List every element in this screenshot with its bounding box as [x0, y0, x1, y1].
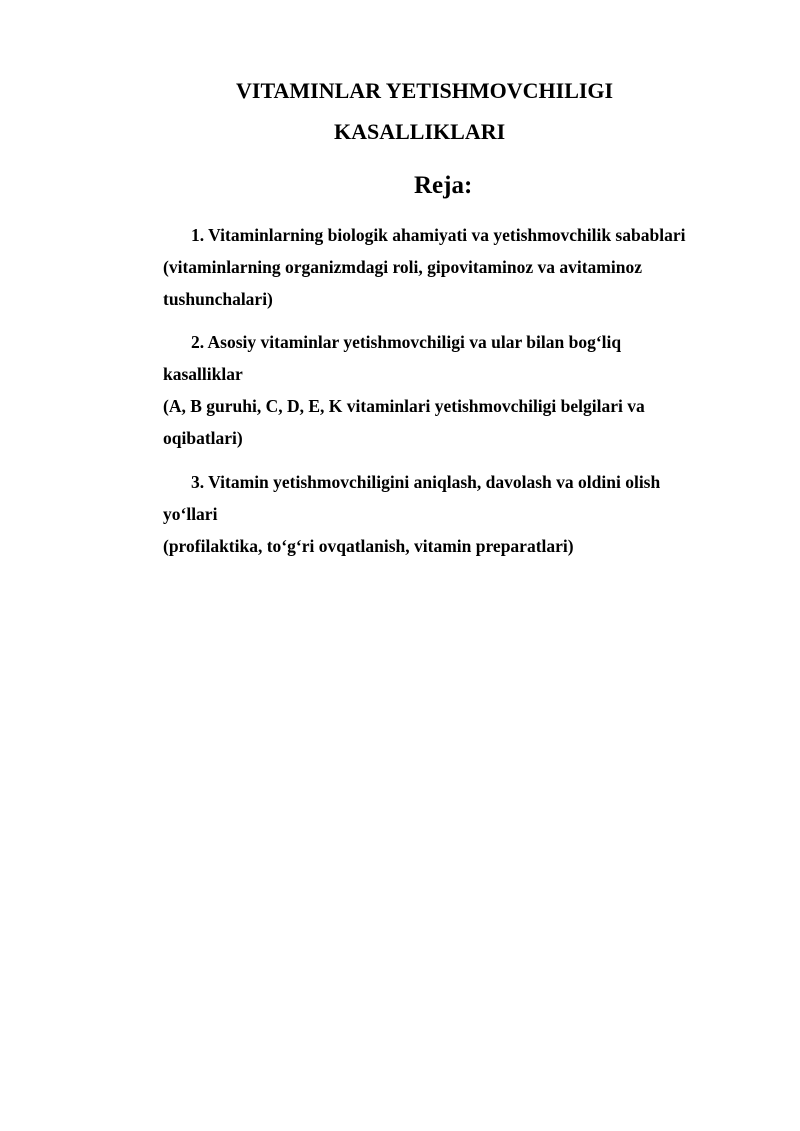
plan-heading: Reja:	[414, 172, 473, 199]
plan-item-2	[163, 326, 743, 454]
plan-item-3-line-2: yo‘llari	[163, 504, 218, 524]
plan-item-2-line-4: oqibatlari)	[163, 428, 243, 448]
plan-item-3	[163, 466, 743, 562]
plan-item-1-line-3: tushunchalari)	[163, 289, 273, 309]
plan-item-2-line-1: 2. Asosiy vitaminlar yetishmovchiligi va ular bilan bog‘liq	[191, 332, 622, 352]
plan-item-2-line-2: kasalliklar	[163, 364, 243, 384]
plan-item-3-line-1: 3. Vitamin yetishmovchiligini aniqlash, davolash va oldini olish	[191, 472, 661, 492]
plan-item-2-line-3: (A, B guruhi, C, D, E, K vitaminlari yetishmovchiligi belgilari va	[163, 396, 645, 416]
document-title-line-2: KASALLIKLARI	[334, 119, 506, 144]
plan-item-3-line-3: (profilaktika, to‘g‘ri ovqatlanish, vitamin preparatlari)	[163, 536, 574, 556]
plan-item-1	[163, 219, 743, 315]
plan-item-1-line-1: 1. Vitaminlarning biologik ahamiyati va yetishmovchilik sabablari	[191, 225, 686, 245]
plan-item-1-line-2: (vitaminlarning organizmdagi roli, gipovitaminoz va avitaminoz	[163, 257, 642, 277]
document-title-line-1: VITAMINLAR YETISHMOVCHILIGI	[236, 78, 614, 103]
